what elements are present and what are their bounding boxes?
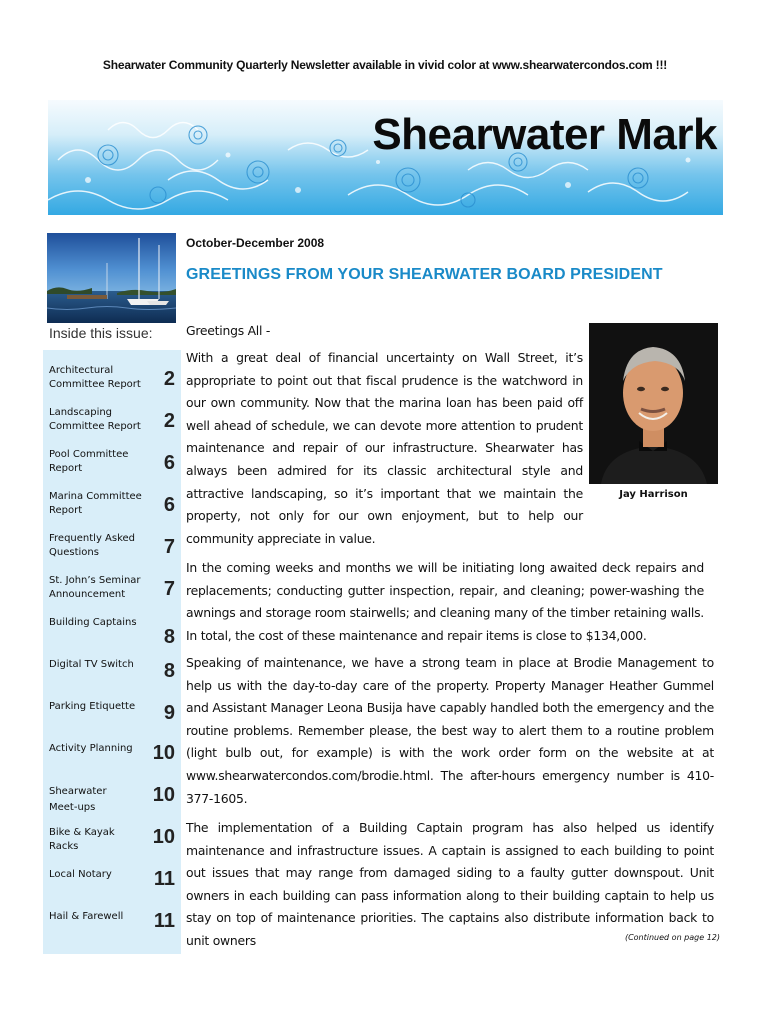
toc-item-page: 11 (153, 910, 175, 932)
toc-item-pool[interactable] (43, 448, 181, 488)
toc-item-page: 8 (163, 626, 175, 648)
issue-date: October-December 2008 (186, 236, 325, 250)
president-portrait-photo (589, 323, 718, 484)
toc-item-label: Activity Planning (49, 743, 133, 754)
toc-item-label: Building Captains (49, 617, 137, 628)
toc-item-notary[interactable] (43, 868, 181, 908)
toc-item-activity-planning[interactable] (43, 742, 181, 782)
toc-item-page: 7 (163, 536, 175, 558)
toc-item-page: 2 (163, 410, 175, 432)
article-paragraph: Speaking of maintenance, we have a strong team in place at Brodie Management to help us with the day-to-day care of the property. Property Manager Heather Gummel and Assistant Manager Leona Busija have capably handled both the emergency and the routine problems. Remember please, the best way to alert them to a routine problem (light bulb out, for example) is with the work order form on the website at at www.shearwatercondos.com/brodie.html. The after-hours emergency number is 410-377-1605. (186, 655, 714, 806)
toc-item-label: Marina Committee Report (49, 491, 142, 516)
continued-note: (Continued on page 12) (624, 933, 720, 942)
toc-item-page: 6 (163, 494, 175, 516)
newsletter-availability-note: Shearwater Community Quarterly Newsletter available in vivid color at www.shearwatercondos.com !!! (102, 58, 668, 72)
article-paragraph: In the coming weeks and months we will be initiating long awaited deck repairs and replacements; conducting gutter inspection, repair, and cleaning; power-washing the awnings and storage room stairwells; and cleaning many of the timber retaining walls. In total, the cost of these maintenance and repair items is close to $134,000. (186, 560, 704, 643)
toc-item-label: Architectural Committee Report (49, 365, 141, 390)
toc-item-page: 11 (153, 868, 175, 890)
portrait-caption: Jay Harrison (619, 489, 688, 500)
toc-item-label: Digital TV Switch (49, 659, 134, 670)
toc-item-architectural[interactable] (43, 364, 181, 404)
inside-issue-heading: Inside this issue: (49, 325, 153, 341)
toc-item-label: Shearwater Meet-ups (49, 786, 107, 813)
toc-item-seminar[interactable] (43, 574, 181, 614)
article-headline: GREETINGS FROM YOUR SHEARWATER BOARD PRESIDENT (186, 266, 663, 283)
toc-item-label: Landscaping Committee Report (49, 407, 141, 432)
toc-item-label: St. John’s Seminar Announcement (49, 575, 141, 600)
toc-item-hail-farewell[interactable] (43, 910, 181, 950)
article-paragraph: The implementation of a Building Captain program has also helped us identify maintenance and infrastructure issues. A captain is assigned to each building to point out issues that may range from damaged siding to a faulty gutter downspout. Unit owners in each building can pass information along to their building captain to help us stay on top of maintenance priorities. The captains also distribute information back to unit owners (186, 820, 714, 948)
toc-item-label: Frequently Asked Questions (49, 533, 136, 558)
toc-item-page: 6 (163, 452, 175, 474)
toc-item-page: 8 (163, 660, 175, 682)
toc-item-label: Parking Etiquette (49, 701, 136, 712)
toc-item-marina[interactable] (43, 490, 181, 530)
toc-item-digital-tv[interactable] (43, 658, 181, 698)
masthead-banner (48, 100, 723, 215)
toc-item-landscaping[interactable] (43, 406, 181, 446)
toc-item-label: Pool Committee Report (49, 449, 129, 474)
toc-item-label: Hail & Farewell (49, 911, 124, 922)
article-paragraph: With a great deal of financial uncertainty on Wall Street, it’s appropriate to point out that fiscal prudence is the watchword in our own community. Now that the marina loan has been paid off well ahead of schedule, we can devote more attention to prudent maintenance and repair of our infrastructure. Shearwater has always been admired for its classic architectural style and attractive landscaping, so it’s important that we maintain the property, not only for our own enjoyment, but to help our community appreciate in value. (186, 350, 583, 546)
toc-item-bike-kayak[interactable] (43, 826, 181, 866)
table-of-contents (43, 350, 181, 954)
marina-sailboats-photo (47, 233, 176, 323)
toc-item-building-captains[interactable] (43, 616, 181, 656)
toc-item-parking[interactable] (43, 700, 181, 740)
toc-item-page: 7 (163, 578, 175, 600)
toc-item-page: 9 (163, 702, 175, 724)
toc-item-label: Local Notary (49, 869, 112, 880)
toc-item-faq[interactable] (43, 532, 181, 572)
toc-item-page: 10 (152, 784, 175, 806)
toc-item-label: Bike & Kayak Racks (49, 827, 115, 852)
article-salutation: Greetings All - (186, 323, 271, 338)
toc-item-page: 10 (152, 826, 175, 848)
toc-item-meetups[interactable] (43, 784, 181, 824)
newsletter-masthead-title: Shearwater Mark (372, 110, 717, 159)
toc-item-page: 10 (152, 742, 175, 764)
toc-item-page: 2 (163, 368, 175, 390)
